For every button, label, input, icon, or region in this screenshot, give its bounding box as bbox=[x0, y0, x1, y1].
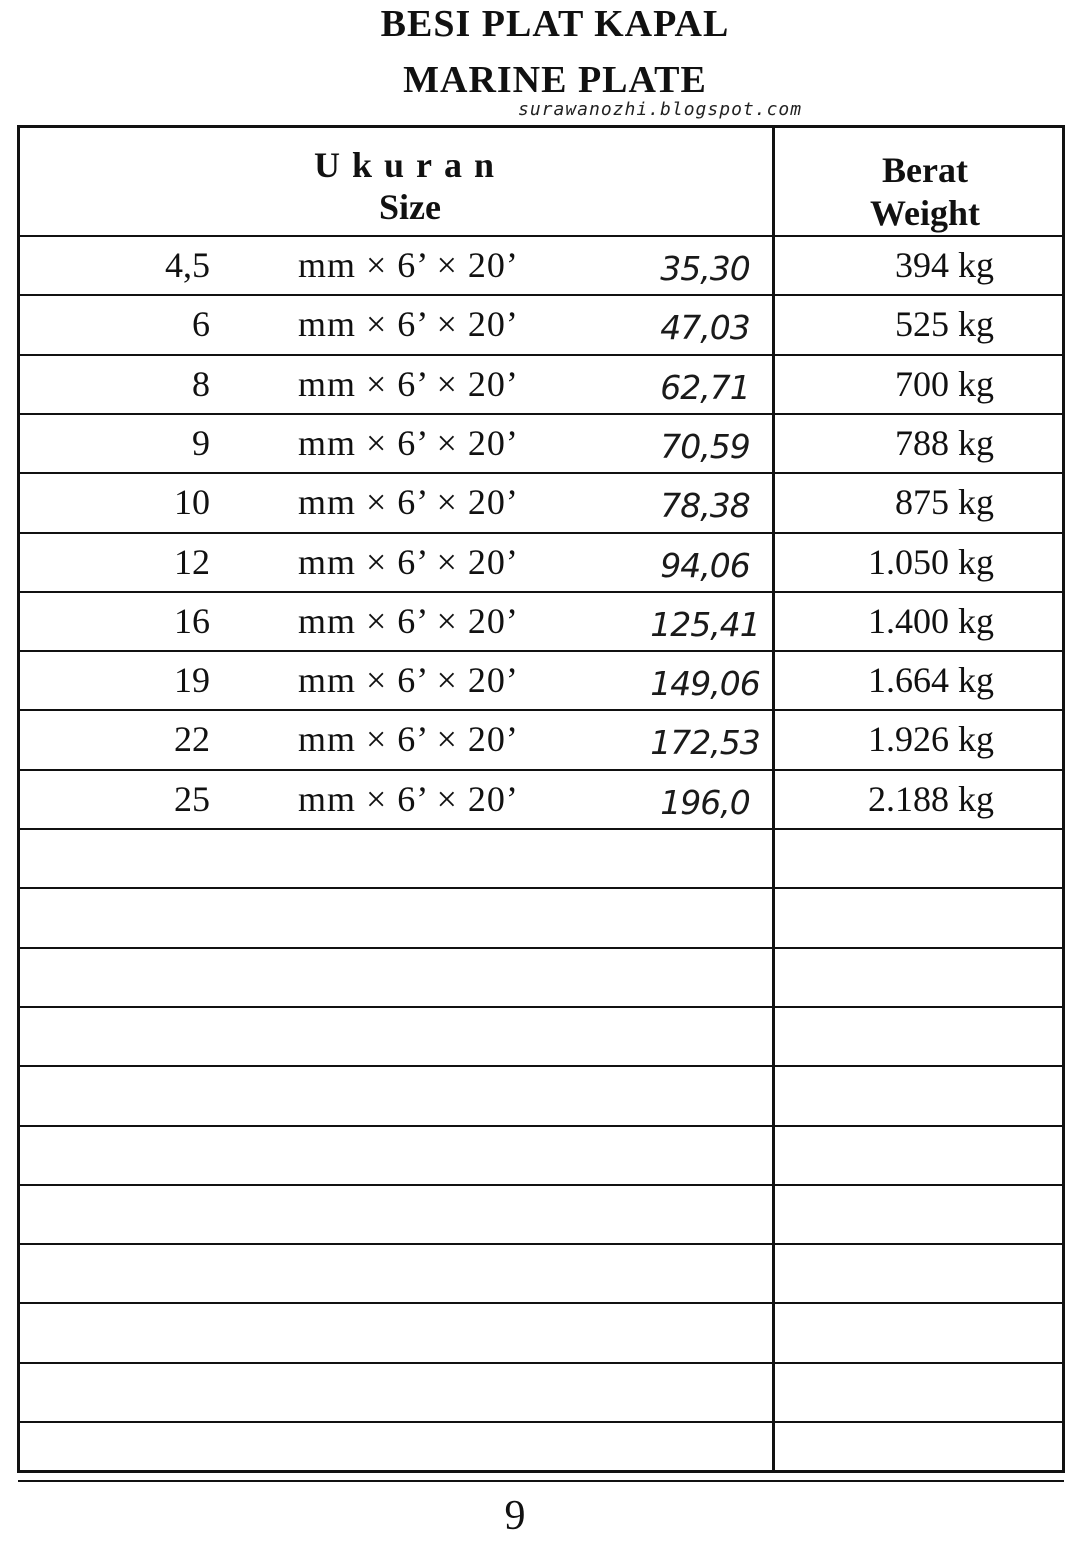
dimensions-cell: mm × 6’ × 20’ bbox=[298, 245, 519, 285]
thickness-cell: 4,5 bbox=[165, 245, 210, 285]
handwritten-note: 78,38 bbox=[660, 486, 750, 525]
handwritten-note: 172,53 bbox=[650, 723, 760, 762]
weight-cell: 1.400 kg bbox=[868, 601, 994, 641]
thickness-cell: 8 bbox=[192, 364, 210, 404]
dimensions-cell: mm × 6’ × 20’ bbox=[298, 423, 519, 463]
thickness-cell: 12 bbox=[174, 542, 210, 582]
thickness-cell: 9 bbox=[192, 423, 210, 463]
weight-cell: 525 kg bbox=[895, 304, 994, 344]
thickness-cell: 6 bbox=[192, 304, 210, 344]
dimensions-cell: mm × 6’ × 20’ bbox=[298, 719, 519, 759]
handwritten-note: 125,41 bbox=[650, 605, 760, 644]
row-rule bbox=[18, 769, 1064, 771]
page-number: 9 bbox=[504, 1493, 526, 1539]
dimensions-cell: mm × 6’ × 20’ bbox=[298, 542, 519, 582]
header-rule bbox=[18, 235, 1064, 237]
handwritten-note: 62,71 bbox=[660, 368, 750, 407]
handwritten-note: 94,06 bbox=[660, 546, 750, 585]
row-rule bbox=[18, 1243, 1064, 1245]
row-rule bbox=[18, 294, 1064, 296]
weight-cell: 788 kg bbox=[895, 423, 994, 463]
dimensions-cell: mm × 6’ × 20’ bbox=[298, 482, 519, 522]
thickness-cell: 19 bbox=[174, 660, 210, 700]
weight-cell: 700 kg bbox=[895, 364, 994, 404]
handwritten-note: 70,59 bbox=[660, 427, 750, 466]
weight-cell: 875 kg bbox=[895, 482, 994, 522]
weight-cell: 1.926 kg bbox=[868, 719, 994, 759]
dimensions-cell: mm × 6’ × 20’ bbox=[298, 601, 519, 641]
dimensions-cell: mm × 6’ × 20’ bbox=[298, 364, 519, 404]
row-rule bbox=[18, 947, 1064, 949]
row-rule bbox=[18, 1302, 1064, 1304]
weight-cell: 394 kg bbox=[895, 245, 994, 285]
row-rule bbox=[18, 472, 1064, 474]
weight-cell: 1.050 kg bbox=[868, 542, 994, 582]
row-rule bbox=[18, 413, 1064, 415]
thickness-cell: 25 bbox=[174, 779, 210, 819]
handwritten-note: 149,06 bbox=[650, 664, 760, 703]
handwritten-note: 35,30 bbox=[660, 249, 750, 288]
row-rule bbox=[18, 591, 1064, 593]
row-rule bbox=[18, 1480, 1064, 1482]
watermark-text: surawanozhi.blogspot.com bbox=[518, 99, 803, 120]
page-subtitle: MARINE PLATE bbox=[403, 59, 707, 101]
row-rule bbox=[18, 709, 1064, 711]
row-rule bbox=[18, 1362, 1064, 1364]
size-header-id: Ukuran bbox=[313, 145, 507, 185]
weight-cell: 1.664 kg bbox=[868, 660, 994, 700]
weight-cell: 2.188 kg bbox=[868, 779, 994, 819]
thickness-cell: 22 bbox=[174, 719, 210, 759]
weight-header-en: Weight bbox=[869, 193, 980, 233]
dimensions-cell: mm × 6’ × 20’ bbox=[298, 304, 519, 344]
size-header-en: Size bbox=[379, 187, 441, 227]
thickness-cell: 10 bbox=[174, 482, 210, 522]
row-rule bbox=[18, 650, 1064, 652]
handwritten-note: 47,03 bbox=[660, 308, 750, 347]
thickness-cell: 16 bbox=[174, 601, 210, 641]
row-rule bbox=[18, 1184, 1064, 1186]
row-rule bbox=[18, 828, 1064, 830]
page-title: BESI PLAT KAPAL bbox=[380, 3, 730, 45]
row-rule bbox=[18, 1125, 1064, 1127]
row-rule bbox=[18, 354, 1064, 356]
dimensions-cell: mm × 6’ × 20’ bbox=[298, 779, 519, 819]
dimensions-cell: mm × 6’ × 20’ bbox=[298, 660, 519, 700]
row-rule bbox=[18, 887, 1064, 889]
row-rule bbox=[18, 1065, 1064, 1067]
weight-header-id: Berat bbox=[882, 150, 968, 190]
row-rule bbox=[18, 532, 1064, 534]
handwritten-note: 196,0 bbox=[660, 783, 750, 822]
row-rule bbox=[18, 1006, 1064, 1008]
row-rule bbox=[18, 1421, 1064, 1423]
